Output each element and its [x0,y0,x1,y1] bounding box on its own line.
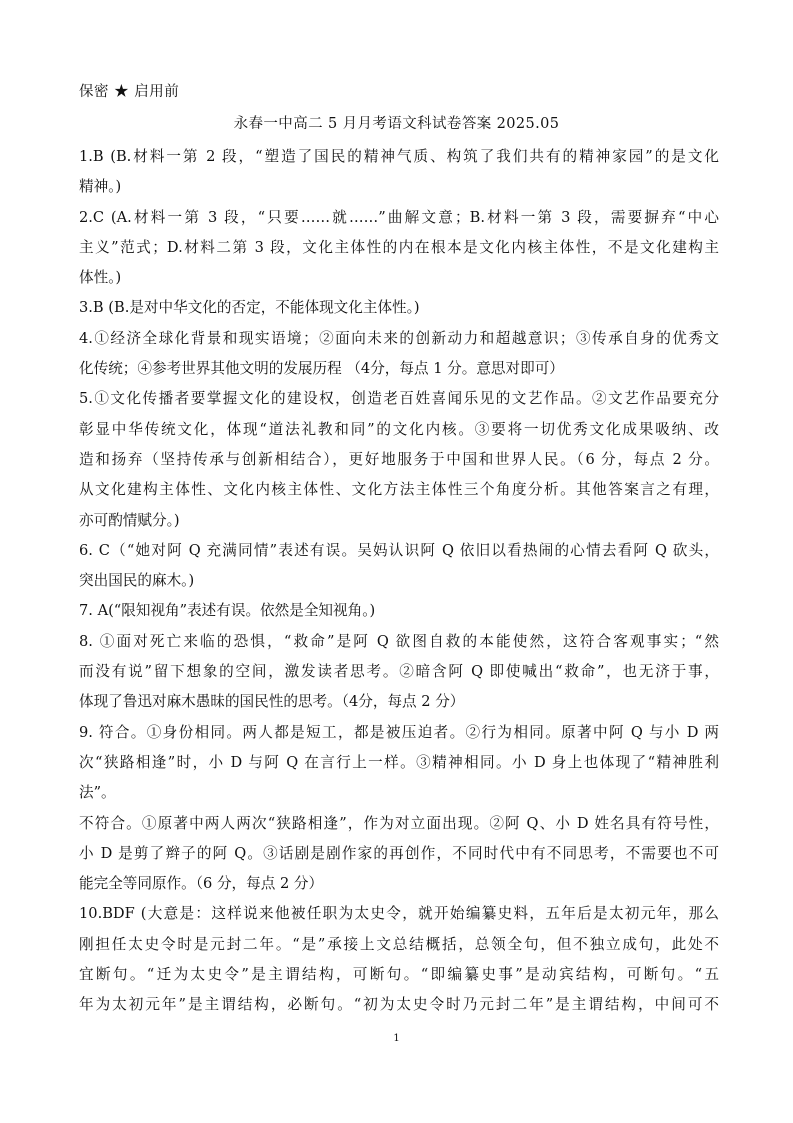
text-line: 而没有说”留下想象的空间，激发读者思考。②暗含阿 Q 即使喊出“救命”，也无济于事， [79,663,719,681]
text-line: 9. 符合。①身份相同。两人都是短工，都是被压迫者。②行为相同。原著中阿 Q 与小 D 两 [79,723,719,741]
text-line: 不符合。①原著中两人两次“狭路相逢”，作为对立面出现。②阿 Q、小 D 姓名具有符号性， [79,814,719,832]
text-line: 8. ①面对死亡来临的恐惧，“救命”是阿 Q 欲图自救的本能使然，这符合客观事实；“然 [79,632,719,650]
text-line: 能完全等同原作。（6 分，每点 2 分） [79,875,324,893]
text-line: 从文化建构主体性、文化内核主体性、文化方法主体性三个角度分析。其他答案言之有理， [79,481,719,499]
text-line: 刚担任太史令时是元封二年。“是”承接上文总结概括，总领全句，但不独立成句，此处不 [79,935,719,953]
text-line: 7. A(“限知视角”表述有误。依然是全知视角。) [79,602,376,620]
text-line: 小 D 是剪了辫子的阿 Q。③话剧是剧作家的再创作，不同时代中有不同思考，不需要也不可 [79,844,719,862]
text-line: 4.①经济全球化背景和现实语境；②面向未来的创新动力和超越意识；③传承自身的优秀文 [79,329,719,347]
text-line: 2.C (A.材料一第 3 段，“只要……就……”曲解文意；B.材料一第 3 段，需要摒弃“中心 [79,208,719,226]
text-line: 10.BDF (大意是：这样说来他被任职为太史令，就开始编纂史料，五年后是太初元年，那么 [79,905,719,923]
text-line: 年为太初元年”是主谓结构，必断句。“初为太史令时乃元封二年”是主谓结构，中间可不 [79,996,719,1014]
text-line: 6. C（“她对阿 Q 充满同情”表述有误。吴妈认识阿 Q 依旧以看热闹的心情去看阿 Q 砍头， [79,541,719,559]
answer-body [79,142,719,1021]
text-line: 化传统；④参考世界其他文明的发展历程 （4分，每点 1 分。意思对即可） [79,360,564,378]
text-line: 彰显中华传统文化，体现“道法礼教和同”的文化内核。③要将一切优秀文化成果吸纳、改 [79,420,719,438]
text-line: 1.B (B.材料一第 2 段，“塑造了国民的精神气质、构筑了我们共有的精神家园”的是文化 [79,148,719,165]
confidential-mark: 保密 ★ 启用前 [79,84,180,100]
text-line: 突出国民的麻木。) [79,572,195,590]
text-line: 次“狭路相逢”时，小 D 与阿 Q 在言行上一样。③精神相同。小 D 身上也体现了“精神胜利 [79,753,719,771]
text-line: 法”。 [79,784,116,802]
text-line: 5.①文化传播者要掌握文化的建设权，创造老百姓喜闻乐见的文艺作品。②文艺作品要充分 [79,390,719,408]
text-line: 体现了鲁迅对麻木愚昧的国民性的思考。（4分，每点 2 分） [79,693,465,711]
text-line: 亦可酌情赋分。) [79,511,180,529]
text-line: 3.B (B.是对中华文化的否定，不能体现文化主体性。) [79,299,420,317]
page-number: 1 [393,1033,400,1044]
text-line: 主义”范式；D.材料二第 3 段，文化主体性的内在根本是文化内核主体性，不是文化建构主 [79,238,719,256]
text-line: 造和扬弃（坚持传承与创新相结合），更好地服务于中国和世界人民。（6 分，每点 2 分。 [79,450,719,468]
text-line: 精神。) [79,178,122,196]
page-title: 永春一中高二 5 月月考语文科试卷答案 2025.05 [233,116,560,132]
text-line: 体性。) [79,269,122,287]
text-line: 宜断句。“迁为太史令”是主谓结构，可断句。“即编纂史事”是动宾结构，可断句。“五 [79,966,719,984]
